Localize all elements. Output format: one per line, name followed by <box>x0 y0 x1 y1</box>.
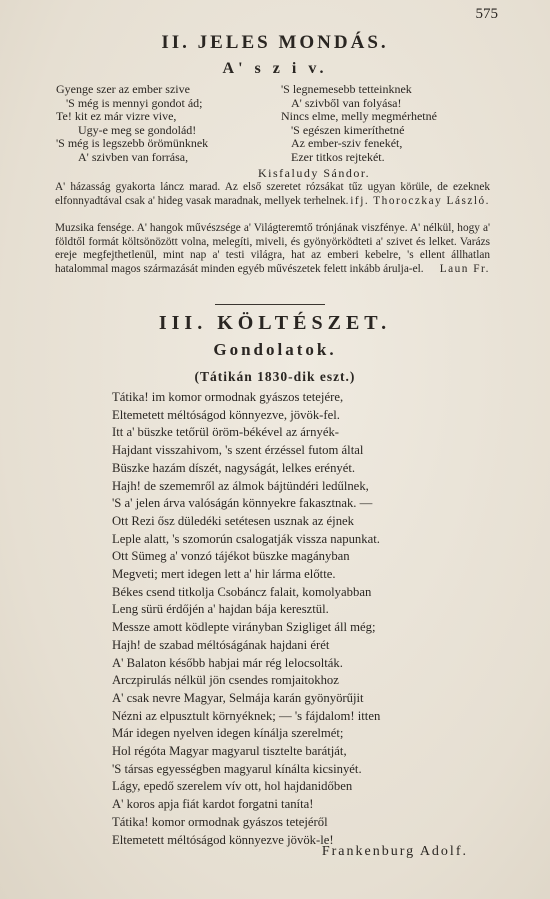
verse-line: Már idegen nyelven idegen kínálja szerelmét; <box>112 726 344 741</box>
verse-line: Nézni az elpusztult környéknek; — 's fájdalom! itten <box>112 708 381 723</box>
poem-dedication: (Tátikán 1830-dik eszt.) <box>194 369 356 384</box>
verse-line: Hajh! de szememről az álmok bájtündéri ledűlnek, <box>112 478 369 493</box>
poem-line: 'S legnemesebb tetteinknek <box>281 82 412 96</box>
verse-line: A' koros apja fiát kardot forgatni taníta! <box>112 797 314 812</box>
section-title-kolteszet: III. KÖLTÉSZET. <box>158 312 392 334</box>
verse-line: A' csak nevre Magyar, Selmája karán gyönyörűjit <box>112 690 364 705</box>
prose-text: Muzsika fensége. A' hangok művészsége a' Világteremtő trónjának viszfénye. A' nélkül, hogy a' földtől formát költsönözött volna, melegíti, miveli, és gyönyörködteti a' szivet és lelket. Varázs ereje megfejthetlenül, mint nap a' testi világra, hat az emberi kebelre, 's ellent állhatlan hatalommal magos származását minden egyéb művészetek felett inkább árulja-el. <box>55 222 490 275</box>
poem-line: Ugy-e meg se gondolád! <box>78 122 197 137</box>
prose-text: A' házasság gyakorta láncz marad. Az első szeretet rózsákat tűz ugyan körüle, de ezeknek elfonnyadtával csak a' hideg vasak maradnak, mellyek terhelnek. <box>55 181 490 207</box>
verse-line: Arczpirulás nélkül jön csendes romjaitokhoz <box>112 673 339 688</box>
verse-line: Ott Rezi ősz düledéki setétesen usznak az éjnek <box>112 513 355 528</box>
prose-signature: Laun Fr. <box>439 262 490 275</box>
poem-line: Nincs elme, melly megmérhetné <box>281 109 437 123</box>
poem-right-column <box>281 83 481 164</box>
verse-line: Hajh! de szabad méltóságának hajdani érét <box>112 637 330 652</box>
section-divider <box>215 304 325 305</box>
prose-paragraph-hazassag <box>55 181 490 208</box>
prose-signature: ifj. Thoroczkay László. <box>350 194 490 207</box>
poem-line: 'S még is legszebb örömünknek <box>56 136 209 150</box>
poem-line: A' szivben van forrása, <box>78 149 189 164</box>
verse-line: Eltemetett méltóságod könnyezve, jövök-fel. <box>112 407 340 422</box>
verse-line: Leple alatt, 's szomorún csalogatják vissza napunkat. <box>112 531 380 546</box>
verse-line: Tátika! im komor ormodnak gyászos tetejére, <box>112 390 344 404</box>
poem-line: Te! kit ez már vizre vive, <box>56 109 177 123</box>
section-title-jeles-mondas: II. JELES MONDÁS. <box>161 32 389 53</box>
verse-line: A' Balaton később habjai már rég lelocsolták. <box>112 655 343 670</box>
verse-line: Hajdant visszahivom, 's szent érzéssel futom által <box>112 443 364 458</box>
verse-line: Tátika! komor ormodnak gyászos tetejéről <box>112 814 328 829</box>
verse-line: Hol régóta Magyar magyarul tisztelte barátját, <box>112 744 347 759</box>
verse-line: Ott Sümeg a' vonzó tájékot büszke magányban <box>112 549 350 564</box>
poem-signature: Kisfaludy Sándor. <box>258 166 371 180</box>
poem-line: Gyenge szer az ember szive <box>56 82 190 96</box>
verse-line: Lágy, epedő szerelem vív ott, hol hajdanidőben <box>112 779 353 794</box>
verse-line: Leng sürü érdőjén a' hajdan bája keresztül. <box>112 602 329 617</box>
section-subtitle-sziv: A' s z i v. <box>222 60 328 77</box>
poem-line: 'S egészen kimeríthetné <box>291 122 405 137</box>
prose-paragraph-muzsika <box>55 222 490 276</box>
verse-line: Eltemetett méltóságod könnyezve jövök-le! <box>112 832 334 847</box>
poem-line: A' szivből van folyása! <box>291 95 402 110</box>
verse-line: Büszke hazám díszét, nagyságát, lelkes erényét. <box>112 460 356 475</box>
poem-line: 'S még is mennyi gondot ád; <box>66 95 203 110</box>
verse-line: Messze amott ködlepte virányban Szigliget áll még; <box>112 620 376 635</box>
verse-block <box>112 389 492 849</box>
poem-left-column <box>56 83 271 164</box>
poem-line: Ezer titkos rejtekét. <box>291 149 385 164</box>
verse-line: Békes csend titkolja Csobáncz falait, komolyabban <box>112 584 372 599</box>
verse-author: Frankenburg Adolf. <box>321 844 468 859</box>
verse-line: 'S társas egyességben magyarul kínálta kicsinyét. <box>112 761 362 776</box>
verse-line: Itt a' büszke tetőrül öröm-békével az árnyék- <box>112 425 340 440</box>
poem-line: Az ember-sziv fenekét, <box>291 136 403 150</box>
section-subtitle-gondolatok: Gondolatok. <box>213 340 337 359</box>
poem-two-columns <box>56 83 476 175</box>
verse-line: Megveti; mert idegen lett a' hir lárma előtte. <box>112 567 336 582</box>
page-number: 575 <box>475 6 498 22</box>
verse-line: 'S a' jelen árva valóságán könnyekre fakasztnak. — <box>112 496 373 511</box>
